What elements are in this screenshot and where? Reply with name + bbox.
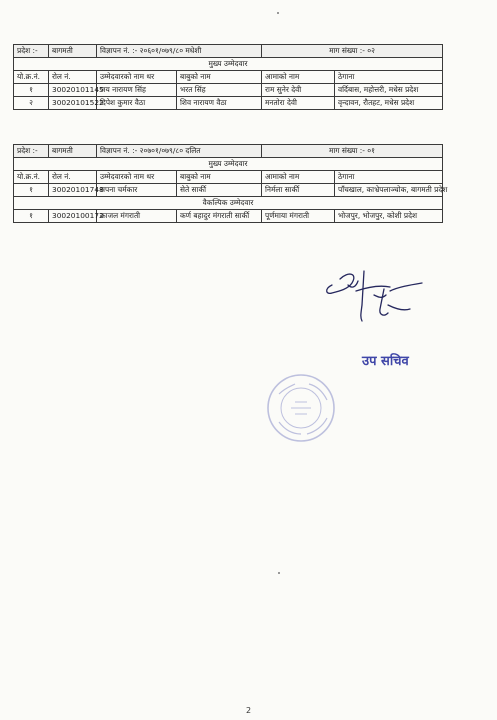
roll-number: 30020101145 bbox=[49, 84, 97, 97]
section-title-row bbox=[14, 197, 443, 210]
section-title-row bbox=[14, 158, 443, 171]
serial-number: १ bbox=[14, 210, 49, 223]
column-header: बाबुको नाम bbox=[177, 171, 262, 184]
roll-number: 30020101522 bbox=[49, 97, 97, 110]
section-title-row bbox=[14, 58, 443, 71]
table-row bbox=[14, 84, 443, 97]
table-row bbox=[14, 184, 443, 197]
serial-number: १ bbox=[14, 84, 49, 97]
column-header: ठेगाना bbox=[335, 71, 443, 84]
column-header: रोल नं. bbox=[49, 171, 97, 184]
column-header-row bbox=[14, 71, 443, 84]
mother-name: पूर्णमाया मंगराती bbox=[262, 210, 335, 223]
result-table-dalit bbox=[13, 144, 448, 223]
column-header-row bbox=[14, 171, 443, 184]
table-row bbox=[14, 97, 443, 110]
province-value: बागमती bbox=[49, 145, 97, 158]
table-row bbox=[14, 210, 443, 223]
province-value: बागमती bbox=[49, 45, 97, 58]
section-title: मुख्य उम्मेदवार bbox=[14, 158, 443, 171]
roll-number: 30020101748 bbox=[49, 184, 97, 197]
serial-number: १ bbox=[14, 184, 49, 197]
province-label: प्रदेश :- bbox=[14, 45, 49, 58]
column-header: रोल नं. bbox=[49, 71, 97, 84]
advertisement-number: विज्ञापन नं. :- २०७०१/०७९/८० दलित bbox=[97, 145, 262, 158]
signatory-designation: उप सचिव bbox=[362, 354, 409, 369]
serial-number: २ bbox=[14, 97, 49, 110]
father-name: शिव नारायण वैठा bbox=[177, 97, 262, 110]
scan-speck bbox=[277, 12, 279, 14]
table-header-row bbox=[14, 45, 443, 58]
candidate-name: दिपेश कुमार वैठा bbox=[97, 97, 177, 110]
advertisement-number: विज्ञापन नं. :- २०६०१/०७९/८० मधेशी bbox=[97, 45, 262, 58]
column-header: बाबुको नाम bbox=[177, 71, 262, 84]
column-header: उम्मेदवारको नाम थर bbox=[97, 171, 177, 184]
address: वर्दिबास, महोत्तरी, मधेस प्रदेश bbox=[335, 84, 443, 97]
column-header: आमाको नाम bbox=[262, 71, 335, 84]
page-number: 2 bbox=[245, 706, 252, 715]
father-name: भरत सिंह bbox=[177, 84, 262, 97]
demand-count: माग संख्या :- ०१ bbox=[262, 145, 443, 158]
column-header: आमाको नाम bbox=[262, 171, 335, 184]
roll-number: 30020100172 bbox=[49, 210, 97, 223]
province-label: प्रदेश :- bbox=[14, 145, 49, 158]
candidate-name: जय नारायण सिंह bbox=[97, 84, 177, 97]
father-name: कर्ण बहादुर मंगराती सार्की bbox=[177, 210, 262, 223]
section-title: मुख्य उम्मेदवार bbox=[14, 58, 443, 71]
demand-count: माग संख्या :- ०२ bbox=[262, 45, 443, 58]
mother-name: निर्मला सार्की bbox=[262, 184, 335, 197]
address: भोजपुर, भोजपुर, कोशी प्रदेश bbox=[335, 210, 443, 223]
result-table-madhesi bbox=[13, 44, 443, 110]
official-seal-image bbox=[265, 372, 337, 444]
candidate-name: काजल मंगराती bbox=[97, 210, 177, 223]
scan-speck bbox=[278, 572, 280, 574]
address: वृन्दावन, रौतहट, मधेस प्रदेश bbox=[335, 97, 443, 110]
column-header: उम्मेदवारको नाम थर bbox=[97, 71, 177, 84]
section-title: वैकल्पिक उम्मेदवार bbox=[14, 197, 443, 210]
address: पाँचखाल, काभ्रेपलाञ्चोक, बागमती प्रदेश bbox=[335, 184, 443, 197]
mother-name: मनतोरा देवी bbox=[262, 97, 335, 110]
column-header: यो.क्र.नं. bbox=[14, 71, 49, 84]
candidate-name: सपना चर्मकार bbox=[97, 184, 177, 197]
column-header: यो.क्र.नं. bbox=[14, 171, 49, 184]
father-name: सेते सार्की bbox=[177, 184, 262, 197]
table-header-row bbox=[14, 145, 443, 158]
column-header: ठेगाना bbox=[335, 171, 443, 184]
mother-name: राम सुनेर देवी bbox=[262, 84, 335, 97]
signature-image bbox=[318, 265, 430, 325]
